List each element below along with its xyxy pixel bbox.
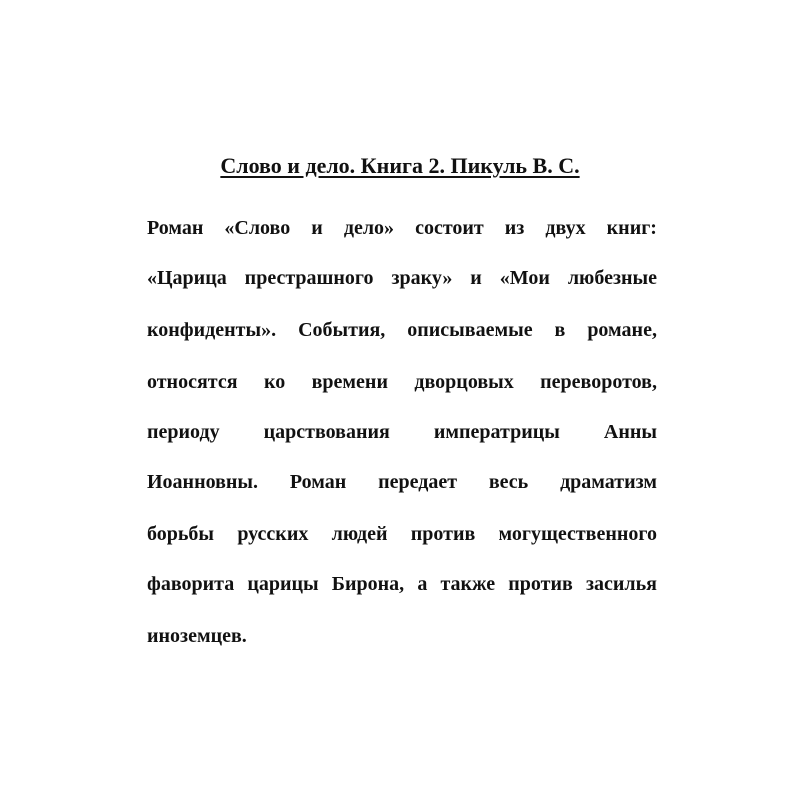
word: Роман bbox=[289, 471, 347, 493]
word: дворцовых bbox=[414, 371, 514, 393]
word: царицы bbox=[247, 573, 319, 595]
word: зраку» bbox=[391, 267, 453, 289]
word: ко bbox=[263, 371, 286, 393]
paragraph-line-1 bbox=[147, 212, 657, 244]
word: конфиденты». bbox=[147, 319, 277, 341]
word: Анны bbox=[603, 421, 657, 443]
word: Роман bbox=[147, 217, 204, 239]
word: царствования bbox=[263, 421, 390, 443]
word: «Царица bbox=[147, 267, 227, 289]
paragraph-line-4 bbox=[147, 366, 657, 398]
word: людей bbox=[331, 523, 388, 545]
word: Иоанновны. bbox=[147, 471, 259, 493]
word: борьбы bbox=[147, 523, 215, 545]
word: против bbox=[410, 523, 476, 545]
word: состоит bbox=[415, 217, 484, 239]
word: императрицы bbox=[433, 421, 560, 443]
word: периоду bbox=[147, 421, 220, 443]
document-title: Слово и дело. Книга 2. Пикуль В. С. bbox=[220, 153, 580, 178]
word: двух bbox=[545, 217, 586, 239]
word: Бирона, bbox=[331, 573, 405, 595]
word: весь bbox=[488, 471, 529, 493]
word: передает bbox=[378, 471, 458, 493]
word: «Мои bbox=[499, 267, 550, 289]
paragraph-line-8 bbox=[147, 568, 657, 600]
word: а bbox=[417, 573, 428, 595]
word: могущественного bbox=[498, 523, 657, 545]
word: дело» bbox=[343, 217, 395, 239]
word: из bbox=[504, 217, 525, 239]
word: и bbox=[470, 267, 482, 289]
word: и bbox=[311, 217, 323, 239]
paragraph-line-2 bbox=[147, 262, 657, 294]
word: времени bbox=[311, 371, 388, 393]
word: «Слово bbox=[224, 217, 291, 239]
paragraph-line-7 bbox=[147, 518, 657, 550]
word: книг: bbox=[606, 217, 657, 239]
word: иноземцев. bbox=[147, 625, 247, 647]
word: престрашного bbox=[244, 267, 374, 289]
word: переворотов, bbox=[540, 371, 657, 393]
word: также bbox=[440, 573, 496, 595]
paragraph-line-6 bbox=[147, 466, 657, 498]
word: описываемые bbox=[407, 319, 533, 341]
word: относятся bbox=[147, 371, 238, 393]
paragraph-line-3 bbox=[147, 314, 657, 346]
word: романе, bbox=[587, 319, 657, 341]
word: фаворита bbox=[147, 573, 235, 595]
word: против bbox=[508, 573, 573, 595]
word: в bbox=[554, 319, 566, 341]
word: любезные bbox=[567, 267, 657, 289]
paragraph-line-9 bbox=[147, 620, 657, 652]
word: События, bbox=[298, 319, 386, 341]
paragraph-line-5 bbox=[147, 416, 657, 448]
word: русских bbox=[237, 523, 309, 545]
word: драматизм bbox=[560, 471, 657, 493]
word: засилья bbox=[585, 573, 657, 595]
